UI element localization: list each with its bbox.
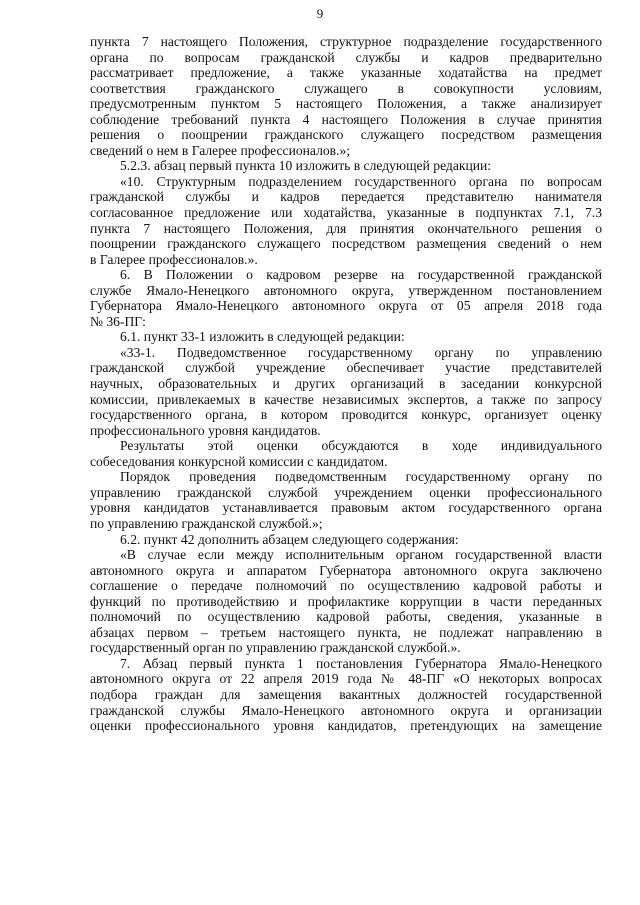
text-line: службе Ямало-Ненецкого автономного округа, утвержденном постановлением [90, 282, 602, 298]
text-line: собеседования конкурсной комиссии с кандидатом. [90, 453, 388, 469]
text-line: комиссии, привлекаемых в качестве независимых экспертов, а также по запросу [90, 391, 602, 407]
text-line: уровня кандидатов устанавливается правовым актом государственного органа [90, 500, 602, 516]
page-number: 9 [316, 6, 324, 21]
text-line: поощрении гражданского служащего посредством размещения сведений о нем [90, 236, 602, 252]
text-line: Порядок проведения подведомственным государственному органу по [120, 469, 602, 485]
text-line: «В случае если между исполнительным органом государственной власти [120, 547, 602, 563]
text-line: полномочий по осуществлению кадровой работы, сведения, указанные в [90, 609, 602, 625]
text-line: пункта 7 настоящего Положения, структурное подразделение государственного [90, 34, 602, 49]
text-line: гражданской службы и кадров передается представителю нанимателя [90, 189, 602, 205]
text-line: соответствия гражданского служащего в совокупности условиям, [90, 80, 602, 96]
text-line: автономного округа от 22 апреля 2019 года № 48-ПГ «О некоторых вопросах [90, 671, 602, 687]
text-line: «33-1. Подведомственное государственному органу по управлению [120, 344, 602, 360]
text-line: подбора граждан для замещения вакантных должностей государственной [90, 686, 602, 702]
document-body [90, 34, 602, 734]
text-line: 5.2.3. абзац первый пункта 10 изложить в следующей редакции: [120, 158, 492, 174]
text-line: профессионального уровня кандидатов. [90, 422, 321, 438]
text-line: функций по противодействию и профилактике коррупции в части переданных [90, 593, 602, 609]
text-line: соблюдение требований пункта 4 настоящего Положения в случае принятия [90, 111, 602, 127]
text-line: согласованное предложение или ходатайства, указанные в подпунктах 7.1, 7.3 [90, 205, 602, 221]
text-line: управлению гражданской службой учреждением оценки профессионального [90, 484, 602, 500]
text-line: предусмотренным пунктом 5 настоящего Положения, а также анализирует [90, 96, 602, 112]
text-line: по управлению гражданской службой.»; [90, 515, 323, 531]
text-line: Результаты этой оценки обсуждаются в ходе индивидуального [120, 438, 602, 454]
text-line: научных, образовательных и других организаций в заседании конкурсной [90, 376, 602, 392]
text-line: оценки профессионального уровня кандидатов, претендующих на замещение [90, 718, 602, 734]
text-line: государственный орган по управлению гражданской службой.». [90, 640, 461, 656]
text-line: 6.2. пункт 42 дополнить абзацем следующего содержания: [120, 531, 459, 547]
text-line: 6. В Положении о кадровом резерве на государственной гражданской [120, 267, 602, 283]
text-line: «10. Структурным подразделением государственного органа по вопросам [120, 173, 602, 189]
text-line: сведений о нем в Галерее профессионалов.»; [90, 142, 351, 158]
text-line: в Галерее профессионалов.». [90, 251, 258, 267]
text-line: государственного органа, в котором проводится конкурс, организует оценку [90, 407, 602, 423]
text-line: гражданской службы Ямало-Ненецкого автономного округа и организации [90, 702, 602, 718]
text-line: гражданской службой учреждение обеспечивает участие представителей [90, 360, 602, 376]
text-line: Губернатора Ямало-Ненецкого автономного округа от 05 апреля 2018 года [90, 298, 602, 314]
text-line: 6.1. пункт 33-1 изложить в следующей редакции: [120, 329, 405, 345]
text-line: абзацах первом – третьем настоящего пункта, не подлежат направлению в [90, 624, 602, 640]
text-line: пункта 7 настоящего Положения, для принятия окончательного решения о [90, 220, 602, 236]
text-line: № 36-ПГ: [90, 313, 146, 329]
text-line: органа по вопросам гражданской службы и кадров предварительно [90, 49, 602, 65]
text-line: автономного округа и аппаратом Губернатора автономного округа заключено [90, 562, 602, 578]
text-line: соглашение о передаче полномочий по осуществлению кадровой работы и [90, 578, 602, 594]
text-line: рассматривает предложение, а также указанные ходатайства на предмет [90, 65, 602, 81]
text-line: решения о поощрении гражданского служащего посредством размещения [90, 127, 602, 143]
text-line: 7. Абзац первый пункта 1 постановления Губернатора Ямало-Ненецкого [120, 655, 602, 671]
